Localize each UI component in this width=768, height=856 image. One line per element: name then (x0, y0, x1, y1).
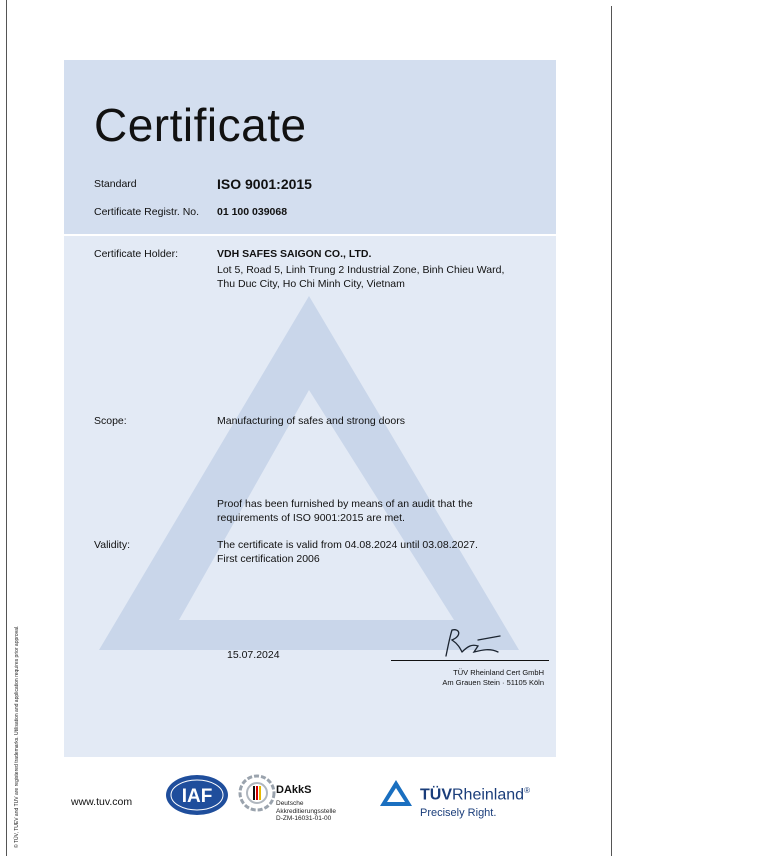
signature-line (391, 660, 549, 661)
holder-address-line-1: Lot 5, Road 5, Linh Trung 2 Industrial Zone, Binh Chieu Ward, (217, 264, 505, 276)
registration-label: Certificate Registr. No. (94, 206, 200, 218)
holder-name: VDH SAFES SAIGON CO., LTD. (217, 248, 372, 260)
dakks-logo-icon (238, 772, 276, 814)
iaf-logo-icon (164, 773, 230, 817)
holder-address-line-2: Thu Duc City, Ho Chi Minh City, Vietnam (217, 278, 405, 290)
website-link[interactable]: www.tuv.com (71, 796, 133, 808)
signature-icon (438, 626, 518, 660)
issuer-address: Am Grauen Stein · 51105 Köln (442, 678, 544, 687)
tuv-triangle-icon (378, 778, 414, 810)
dakks-name: DAkkS (276, 784, 312, 796)
trademark-note: © TÜV, TUEV and TUV are registered trademarks. Utilisation and application requires prior approval. (14, 625, 20, 848)
tuv-rest: Rheinland (452, 786, 525, 804)
validity-label: Validity: (94, 539, 130, 551)
issue-date: 15.07.2024 (227, 649, 280, 661)
dakks-subtitle (276, 800, 336, 823)
tuv-brand-name (420, 786, 530, 804)
tuv-bold: TÜV (420, 786, 452, 804)
issuer-block (394, 668, 544, 688)
dakks-sub-line-3: D-ZM-16031-01-00 (276, 815, 332, 822)
page-border-right (611, 6, 612, 856)
scope-value: Manufacturing of safes and strong doors (217, 415, 405, 427)
proof-line-1: Proof has been furnished by means of an audit that the (217, 498, 473, 510)
validity-line-2: First certification 2006 (217, 553, 320, 565)
proof-line-2: requirements of ISO 9001:2015 are met. (217, 512, 405, 524)
iaf-text: IAF (181, 786, 213, 807)
standard-label: Standard (94, 178, 137, 190)
certificate-panel (64, 60, 556, 757)
tuv-slogan: Precisely Right. (420, 807, 497, 819)
page-border-left (6, 0, 7, 856)
dakks-sub-line-2: Akkreditierungsstelle (276, 807, 336, 815)
issuer-name: TÜV Rheinland Cert GmbH (453, 668, 544, 677)
validity-line-1: The certificate is valid from 04.08.2024 until 03.08.2027. (217, 539, 478, 551)
certificate-title: Certificate (94, 99, 307, 151)
registration-number: 01 100 039068 (217, 206, 288, 218)
dakks-sub-line-1: Deutsche (276, 800, 304, 807)
holder-label: Certificate Holder: (94, 248, 179, 260)
tuv-registered: ® (524, 786, 530, 795)
standard-value: ISO 9001:2015 (217, 176, 312, 192)
scope-label: Scope: (94, 415, 127, 427)
